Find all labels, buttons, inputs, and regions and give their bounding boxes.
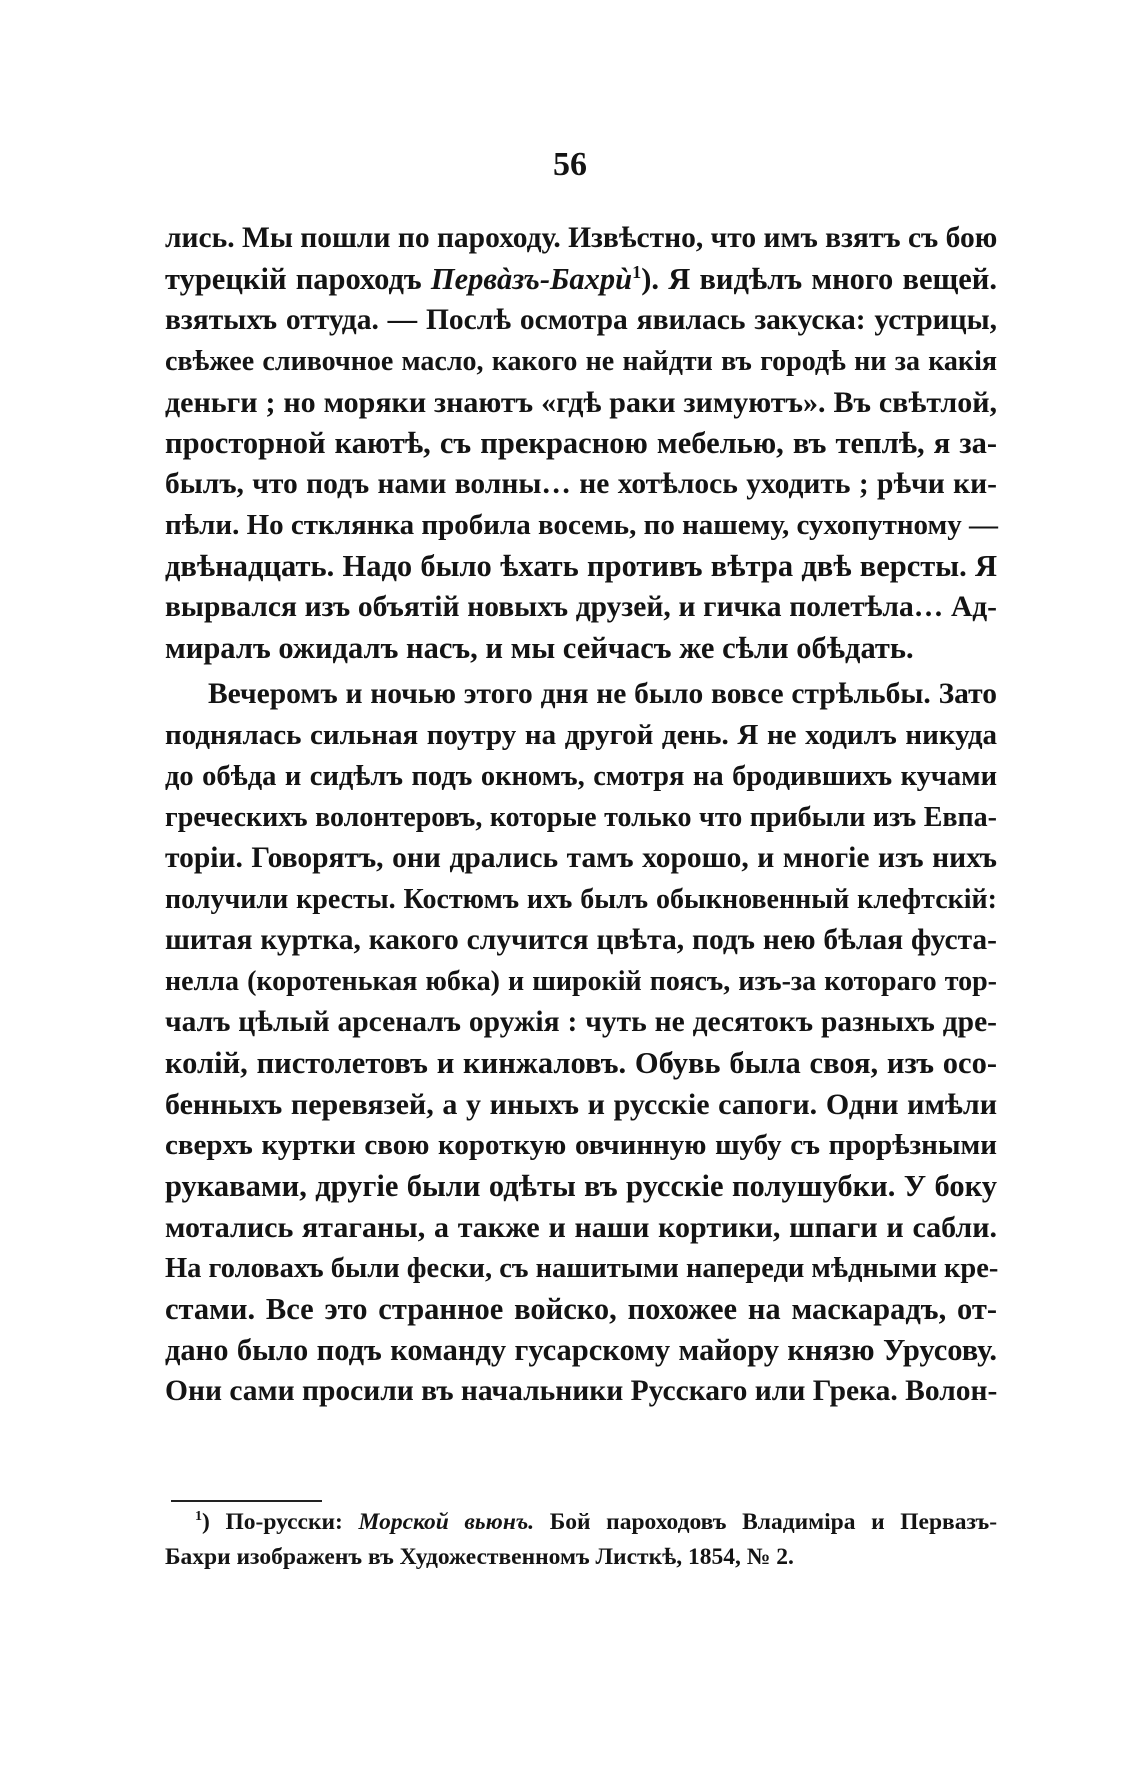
text-line: деньги ; но моряки знаютъ «гдѣ раки зимуютъ». Въ свѣтлой, [165, 386, 997, 419]
text-line: шитая куртка, какого случится цвѣта, подъ нею бѣлая фуста- [165, 924, 997, 956]
footnote [165, 1505, 997, 1575]
page-number: 56 [553, 146, 587, 183]
text-line: дано было подъ команду гусарскому майору князю Урусову. [165, 1333, 997, 1367]
text-line: стами. Все это странное войско, похожее на маскарадъ, от- [165, 1292, 997, 1326]
text-line: пѣли. Но стклянка пробила восемь, по нашему, сухопутному — [165, 509, 998, 541]
text-line: На головахъ были фески, съ нашитыми напереди мѣдными кре- [165, 1253, 999, 1284]
footnote-marker: 1 [195, 1508, 203, 1525]
text-line: свѣжее сливочное масло, какого не найдти въ городѣ ни за какія [165, 346, 997, 377]
text-line: торіи. Говорятъ, они дрались тамъ хорошо, и многіе изъ нихъ [165, 842, 997, 874]
text-line: вырвался изъ объятій новыхъ друзей, и гичка полетѣла… Ад- [165, 591, 997, 623]
text-line: бенныхъ перевязей, а у иныхъ и русскіе сапоги. Одни имѣли [165, 1088, 997, 1121]
text-line: рукавами, другіе были одѣты въ русскіе полушубки. У боку [165, 1169, 997, 1203]
ship-name-italic: Первàзъ-Бахрù [430, 262, 633, 296]
footnote-line: Бахри изображенъ въ Художественномъ Листкѣ, 1854, № 2. [165, 1544, 794, 1570]
text-line: получили кресты. Костюмъ ихъ былъ обыкновенный клефтскій: [165, 884, 997, 915]
text-line: взятыхъ оттуда. — Послѣ осмотра явилась закуска: устрицы, [165, 304, 997, 336]
text-line: нелла (коротенькая юбка) и широкій поясъ, изъ-за котораго тор- [165, 966, 997, 997]
footnote-italic: Морской вьюнъ. [358, 1509, 535, 1535]
footnote-rule [171, 1500, 322, 1502]
text-run: Бой пароходовъ Владиміра и Первазъ- [534, 1509, 998, 1535]
text-line: миралъ ожидалъ насъ, и мы сейчасъ же сѣли обѣдать. [165, 631, 914, 665]
text-line: лись. Мы пошли по пароходу. Извѣстно, что имъ взятъ съ бою [165, 222, 998, 254]
text-line: Вечеромъ и ночью этого дня не было вовсе стрѣльбы. Зато [208, 678, 997, 710]
text-line [165, 259, 997, 300]
footnote-ref: 1 [632, 261, 642, 282]
paragraph-1 [165, 218, 997, 669]
paragraph-2 [165, 674, 997, 1412]
text-line: колій, пистолетовъ и кинжаловъ. Обувь была своя, изъ осо- [165, 1046, 997, 1080]
text-run: ). Я видѣлъ много вещей. [641, 262, 997, 296]
text-line: былъ, что подъ нами волны… не хотѣлось уходить ; рѣчи ки- [165, 468, 997, 500]
text-run: турецкій пароходъ [165, 262, 431, 296]
text-line: до обѣда и сидѣлъ подъ окномъ, смотря на бродившихъ кучами [165, 761, 997, 792]
text-line: двѣнадцать. Надо было ѣхать противъ вѣтра двѣ версты. Я [165, 549, 997, 583]
text-line: мотались ятаганы, а также и наши кортики, шпаги и сабли. [165, 1211, 997, 1244]
text-line: поднялась сильная поутру на другой день. Я не ходилъ никуда [165, 719, 997, 751]
text-line: Они сами просили въ начальники Русскаго или Грека. Волон- [165, 1375, 998, 1407]
footnote-line [165, 1505, 997, 1540]
text-line: просторной каютѣ, съ прекрасною мебелью, въ теплѣ, я за- [165, 426, 997, 460]
text-line: греческихъ волонтеровъ, которые только что прибыли изъ Евпа- [165, 802, 997, 833]
text-line: чалъ цѣлый арсеналъ оружія : чуть не десятокъ разныхъ дре- [165, 1006, 997, 1038]
body-text [165, 218, 997, 1412]
text-run: ) По-русски: [202, 1509, 359, 1535]
text-line: сверхъ куртки свою короткую овчинную шубу съ прорѣзными [165, 1129, 997, 1161]
